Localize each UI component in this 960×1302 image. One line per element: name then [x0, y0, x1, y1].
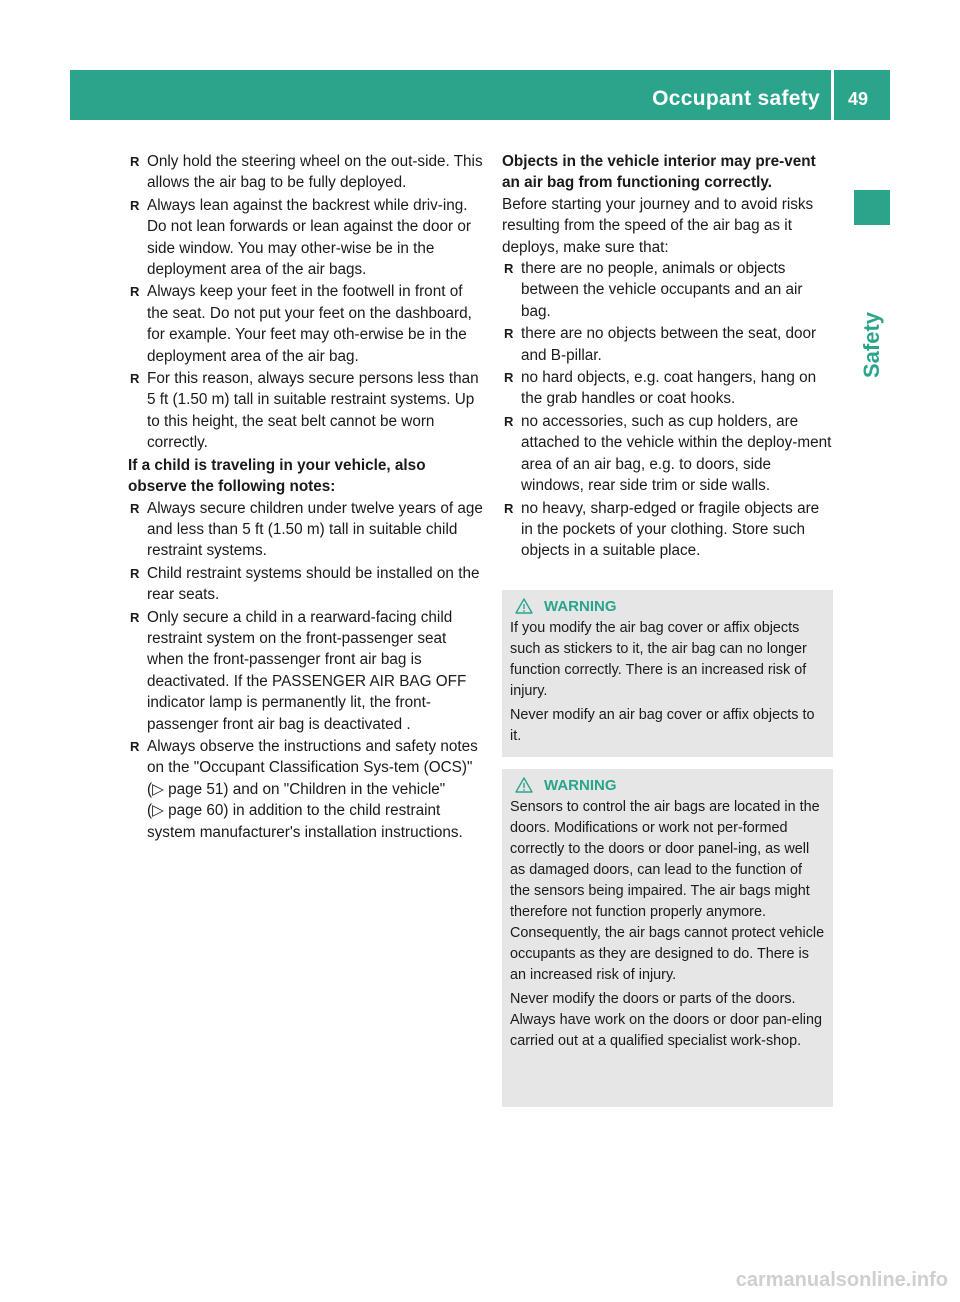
page-ref-arrow-icon: ▷ — [152, 802, 169, 820]
header-bar — [70, 70, 890, 120]
warning-box-1 — [502, 590, 833, 757]
text: Always observe the instructions and safety notes on the "Occupant Classification Sys-tem (OCS)" ( — [147, 737, 478, 798]
list-item: R no accessories, such as cup holders, are attached to the vehicle within the deploy-ment area of an air bag, e.g. to doors, side windows, rear side trim or side walls. — [502, 411, 834, 497]
objects-bullet-list — [502, 258, 834, 562]
page-number: 49 — [847, 89, 869, 109]
warning-box-2 — [502, 769, 833, 1107]
side-tab[interactable] — [852, 305, 892, 385]
header-divider — [831, 70, 834, 120]
warning-text: If you modify the air bag cover or affix objects such as stickers to it, the air bag can no longer function correctly. There is an increased risk of injury. — [510, 620, 807, 699]
list-item: R Always keep your feet in the footwell in front of the seat. Do not put your feet on the dashboard, for example. Your feet may oth-erwise be in the deployment area of the air bag. — [128, 281, 487, 367]
warning-triangle-icon — [515, 777, 533, 793]
warning-header — [510, 594, 825, 618]
list-item: R Only secure a child in a rearward-facing child restraint system on the front-passenger seat when the front-passenger front air bag is deactivated. If the PASSENGER AIR BAG OFF indicator lamp is permanently lit, the front-passenger front air bag is deactivated . — [128, 607, 487, 735]
page-ref-link[interactable]: page 51 — [168, 780, 224, 798]
bullet-list-1 — [147, 151, 487, 454]
list-item: R no heavy, sharp-edged or fragile objects are in the pockets of your clothing. Store such objects in a suitable place. — [502, 498, 834, 562]
list-item: R no hard objects, e.g. coat hangers, hang on the grab handles or coat hooks. — [502, 367, 834, 410]
warning-label: WARNING — [544, 597, 617, 615]
list-item: R Child restraint systems should be installed on the rear seats. — [128, 563, 487, 606]
watermark: carmanualsonline.info — [735, 1269, 948, 1291]
list-item — [128, 736, 487, 843]
page-ref-arrow-icon: ▷ — [152, 780, 169, 798]
warning-label: WARNING — [544, 776, 617, 794]
page-ref-link[interactable]: page 60 — [168, 802, 224, 820]
list-item: R Only hold the steering wheel on the out-side. This allows the air bag to be fully deployed. — [128, 151, 487, 194]
child-notes-heading: If a child is traveling in your vehicle, also observe the following notes: — [128, 456, 426, 496]
bullet-list-2 — [147, 498, 487, 844]
left-column — [128, 151, 487, 844]
side-tab-marker — [854, 190, 890, 225]
warning-header — [510, 773, 825, 797]
list-item: R Always secure children under twelve years of age and less than 5 ft (1.50 m) tall in suitable child restraint systems. — [128, 498, 487, 562]
objects-intro: Before starting your journey and to avoid risks resulting from the speed of the air bag as it deploys, make sure that: — [502, 195, 814, 256]
text: ) and on "Children in the vehicle" ( — [147, 780, 446, 820]
warning-text: Never modify an air bag cover or affix objects to it. — [510, 707, 815, 744]
warning-triangle-icon — [515, 598, 533, 614]
list-item: R there are no people, animals or objects between the vehicle occupants and an air bag. — [502, 258, 834, 322]
list-item: R Always lean against the backrest while driv-ing. Do not lean forwards or lean against the door or side window. You may other-wise be in the deployment area of the air bags. — [128, 195, 487, 281]
section-title: Occupant safety — [652, 87, 820, 110]
right-column — [502, 151, 834, 563]
text: ) in addition to the child restraint system manufacturer's installation instructions. — [147, 802, 463, 841]
warning-text: Sensors to control the air bags are located in the doors. Modifications or work not per-formed correctly to the doors or door panel-ing, as well as damaged doors, can lead to the function of the sensors being impaired. The air bags might therefore not function properly anymore. Consequently, the air bags cannot protect vehicle occupants as they are designed to do. There is an increased risk of injury. — [510, 799, 825, 983]
side-tab-label: Safety — [859, 311, 885, 379]
objects-heading: Objects in the vehicle interior may pre-vent an air bag from functioning correctly. — [502, 153, 816, 192]
warning-text: Never modify the doors or parts of the doors. Always have work on the doors or door pan-eling carried out at a qualified specialist work-shop. — [510, 991, 822, 1049]
list-item: R there are no objects between the seat, door and B-pillar. — [502, 323, 834, 366]
list-item: R For this reason, always secure persons less than 5 ft (1.50 m) tall in suitable restraint systems. Up to this height, the seat belt cannot be worn correctly. — [128, 368, 487, 454]
